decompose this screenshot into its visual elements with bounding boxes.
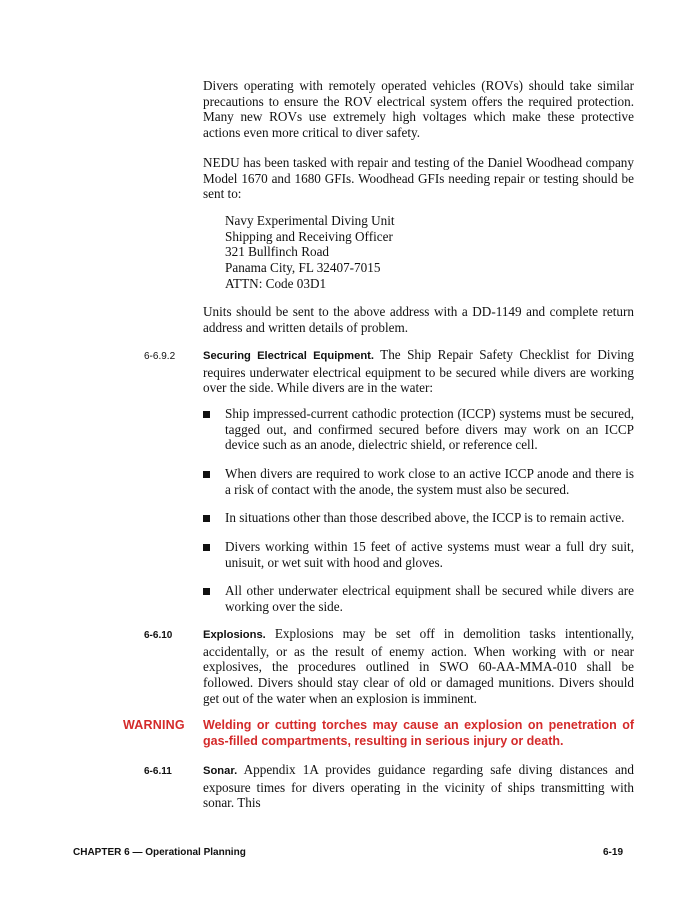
bullet-text: When divers are required to work close to an active ICCP anode and there is a risk of contact with the anode, the system must also be secured.	[225, 466, 634, 497]
footer-page-number: 6-19	[603, 847, 624, 858]
address-line: ATTN: Code 03D1	[225, 275, 327, 291]
section-number-6-6-11: 6-6.11	[144, 766, 172, 777]
address-line: Navy Experimental Diving Unit	[225, 213, 395, 228]
bullet-square-icon	[203, 411, 210, 418]
bullet-item	[203, 466, 634, 497]
warning-text: Welding or cutting torches may cause an explosion on penetration of gas-filled compartments, resulting in serious injury or death.	[203, 718, 634, 748]
bullet-square-icon	[203, 515, 210, 522]
section-sonar	[203, 762, 634, 811]
bullet-text: Ship impressed-current cathodic protection (ICCP) systems must be secured, tagged out, and confirmed secured before divers may work on an ICCP device such as an anode, dielectric shield, or reference cell.	[225, 406, 634, 453]
footer-chapter-title: CHAPTER 6 — Operational Planning	[73, 847, 246, 858]
bullet-square-icon	[203, 588, 210, 595]
section-title: Securing Electrical Equipment.	[203, 350, 374, 362]
paragraph-nedu: NEDU has been tasked with repair and testing of the Daniel Woodhead company Model 1670 and 1680 GFIs. Woodhead GFIs needing repair or testing should be sent to:	[203, 155, 634, 202]
bullet-text: In situations other than those described above, the ICCP is to remain active.	[225, 510, 625, 525]
bullet-text: All other underwater electrical equipment shall be secured while divers are working over the side.	[225, 583, 634, 614]
warning-label: WARNING	[123, 718, 185, 732]
paragraph-rov: Divers operating with remotely operated vehicles (ROVs) should take similar precautions to ensure the ROV electrical system offers the required protection. Many new ROVs use extremely high voltages which make these protective actions even more critical to diver safety.	[203, 78, 634, 141]
bullet-item	[203, 539, 634, 570]
bullet-item	[203, 510, 634, 526]
section-title: Explosions.	[203, 629, 266, 641]
section-securing-electrical-equipment	[203, 347, 634, 396]
bullet-square-icon	[203, 544, 210, 551]
section-explosions	[203, 626, 634, 707]
address-line: Panama City, FL 32407-7015	[225, 260, 381, 276]
address-line: Shipping and Receiving Officer	[225, 228, 393, 244]
address-line: 321 Bullfinch Road	[225, 244, 330, 260]
paragraph-units: Units should be sent to the above address with a DD-1149 and complete return address and written details of problem.	[203, 304, 634, 335]
section-number-6-6-9-2: 6-6.9.2	[144, 351, 176, 362]
section-body: Appendix 1A provides guidance regarding safe diving distances and exposure times for divers operating in the vicinity of ships transmitting with sonar. This	[203, 762, 634, 811]
bullet-item	[203, 406, 634, 453]
section-number-6-6-10: 6-6.10	[144, 630, 173, 641]
section-body: The Ship Repair Safety Checklist for Diving requires underwater electrical equipment to be secured while divers are working over the side. While divers are in the water:	[203, 347, 634, 396]
bullet-square-icon	[203, 471, 210, 478]
bullet-item	[203, 583, 634, 614]
section-body: Explosions may be set off in demolition tasks intentionally, accidentally, or as the result of enemy action. When working with or near explosives, the procedures outlined in SWO 60-AA-MMA-010 shall be followed. Divers should stay clear of old or damaged munitions. Divers should get out of the water when an explosion is imminent.	[203, 626, 634, 706]
mailing-address	[225, 213, 525, 292]
section-title: Sonar.	[203, 765, 238, 777]
bullet-text: Divers working within 15 feet of active systems must wear a full dry suit, unisuit, or wet suit with hood and gloves.	[225, 539, 634, 570]
